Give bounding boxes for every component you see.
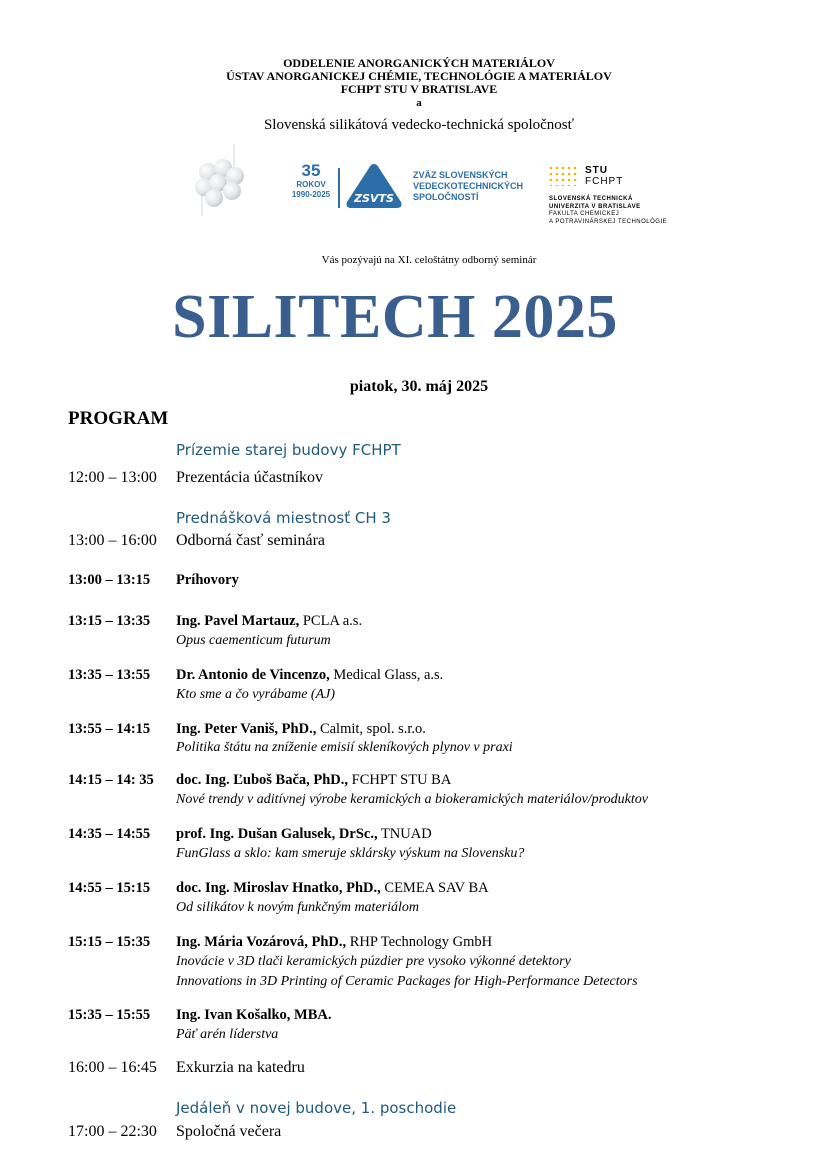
stu-sub-line-4: A POTRAVINÁRSKEJ TECHNOLÓGIE: [549, 218, 668, 225]
talk-title: Politika štátu na zníženie emisií skleníkových plynov v praxi: [176, 740, 513, 755]
speaker-name: Ing. Mária Vozárová, PhD.,: [176, 934, 347, 950]
zvaz-name-line-3: SPOLOČNOSTÍ: [413, 192, 479, 202]
registration-time: 12:00 – 13:00: [68, 469, 157, 486]
talk-time: 13:35 – 13:55: [68, 667, 151, 683]
logo-divider: [338, 168, 340, 208]
society-line: Slovenská silikátová vedecko-technická spoločnosť: [263, 117, 575, 133]
talk-time: 15:15 – 15:35: [68, 934, 151, 950]
zvaz-name-line-2: VEDECKOTECHNICKÝCH: [413, 181, 524, 191]
department-line: ODDELENIE ANORGANICKÝCH MATERIÁLOV: [283, 56, 555, 70]
invitation-text: Vás pozývajú na XI. celoštátny odborný seminár: [321, 254, 537, 266]
stu-sub-line-1: SLOVENSKÁ TECHNICKÁ: [549, 196, 633, 202]
zvaz-logo: [286, 162, 526, 212]
speaker-affiliation: FCHPT STU BA: [348, 772, 452, 788]
speaker-name: prof. Ing. Dušan Galusek, DrSc.,: [176, 826, 378, 842]
talk-speaker: [176, 1007, 332, 1024]
talk-speaker: [176, 613, 362, 630]
excursion-label: Exkurzia na katedru: [176, 1059, 305, 1076]
speaker-affiliation: Calmit, spol. s.r.o.: [316, 721, 426, 737]
speaker-name: Ing. Ivan Košalko, MBA.: [176, 1007, 332, 1023]
session-time: 13:00 – 16:00: [68, 532, 157, 549]
talk-time: 14:35 – 14:55: [68, 826, 151, 842]
venue-ground-floor: Prízemie starej budovy FCHPT: [176, 441, 401, 459]
talk-title: Od silikátov k novým funkčným materiálom: [176, 900, 419, 915]
welcome-label: Príhovory: [176, 572, 239, 588]
zvaz-name-line-1: ZVÄZ SLOVENSKÝCH: [413, 170, 508, 180]
registration-label: Prezentácia účastníkov: [176, 469, 324, 486]
talk-speaker: [176, 667, 443, 684]
stu-fchpt-logo: [549, 165, 679, 225]
speaker-affiliation: RHP Technology GmbH: [346, 934, 493, 950]
speaker-name: Ing. Pavel Martauz,: [176, 613, 300, 629]
talk-speaker: [176, 934, 492, 951]
event-title: SILITECH 2025: [172, 283, 618, 351]
talk-title: FunGlass a sklo: kam smeruje sklársky výskum na Slovensku?: [176, 846, 525, 861]
speaker-affiliation: TNUAD: [377, 826, 432, 842]
talk-title: Nové trendy v aditívnej výrobe keramických a biokeramických materiálov/produktov: [176, 792, 648, 807]
talk-title: Päť arén líderstva: [176, 1027, 279, 1042]
talk-time: 13:55 – 14:15: [68, 721, 151, 737]
talk-time: 13:15 – 13:35: [68, 613, 151, 629]
zsvts-triangle-icon: [344, 162, 404, 210]
stu-subtitle: [549, 196, 667, 226]
talk-title: Inovácie v 3D tlači keramických púzdier pre vysoko výkonné detektory: [176, 954, 571, 969]
venue-canteen: Jedáleň v novej budove, 1. poschodie: [176, 1099, 457, 1117]
stu-name: [585, 165, 623, 187]
speaker-name: doc. Ing. Miroslav Hnatko, PhD.,: [176, 880, 381, 896]
stu-abbrev: STU: [585, 165, 608, 176]
talk-time: 14:55 – 15:15: [68, 880, 151, 896]
faculty-line: FCHPT STU V BRATISLAVE: [340, 82, 498, 96]
dinner-label: Spoločná večera: [176, 1123, 282, 1140]
speaker-name: Ing. Peter Vaniš, PhD.,: [176, 721, 317, 737]
anniversary-badge: [286, 162, 336, 200]
talk-speaker: [176, 721, 426, 738]
zsvts-mark: ZSVTS: [354, 192, 394, 205]
event-date: piatok, 30. máj 2025: [349, 378, 489, 395]
speaker-affiliation: CEMEA SAV BA: [380, 880, 489, 896]
talk-time: 14:15 – 14: 35: [68, 772, 154, 788]
excursion-time: 16:00 – 16:45: [68, 1059, 157, 1076]
zvaz-name: [413, 170, 523, 203]
dinner-time: 17:00 – 22:30: [68, 1123, 157, 1140]
talk-speaker: [176, 826, 432, 843]
logo-row: [0, 140, 838, 230]
stu-sub-line-2: UNIVERZITA V BRATISLAVE: [549, 203, 641, 210]
speaker-affiliation: PCLA a.s.: [299, 613, 363, 629]
stu-dots-icon: [549, 166, 579, 186]
program-heading: PROGRAM: [68, 408, 169, 429]
session-label: Odborná časť seminára: [176, 532, 325, 549]
talk-speaker: [176, 880, 489, 897]
welcome-time: 13:00 – 13:15: [68, 572, 151, 588]
venue-lecture-room: Prednášková miestnosť CH 3: [176, 509, 391, 527]
speaker-affiliation: Medical Glass, a.s.: [329, 667, 444, 683]
fchpt-abbrev: FCHPT: [585, 176, 624, 187]
speaker-name: doc. Ing. Ľuboš Bača, PhD.,: [176, 772, 349, 788]
talk-speaker: [176, 772, 451, 789]
institute-line: ÚSTAV ANORGANICKEJ CHÉMIE, TECHNOLÓGIE A MATERIÁLOV: [226, 69, 612, 83]
speaker-name: Dr. Antonio de Vincenzo,: [176, 667, 330, 683]
anniversary-number: 35: [301, 161, 321, 180]
talk-title-english: Innovations in 3D Printing of Ceramic Packages for High-Performance Detectors: [176, 974, 638, 989]
talk-time: 15:35 – 15:55: [68, 1007, 151, 1023]
anniversary-word: ROKOV: [296, 180, 326, 189]
molecule-cluster-icon: [190, 142, 250, 222]
talk-title: Kto sme a čo vyrábame (AJ): [176, 687, 336, 702]
anniversary-range: 1990-2025: [291, 190, 331, 199]
talk-title: Opus caementicum futurum: [176, 633, 331, 648]
stu-sub-line-3: FAKULTA CHEMICKEJ: [549, 211, 620, 217]
conjunction: a: [416, 97, 422, 109]
